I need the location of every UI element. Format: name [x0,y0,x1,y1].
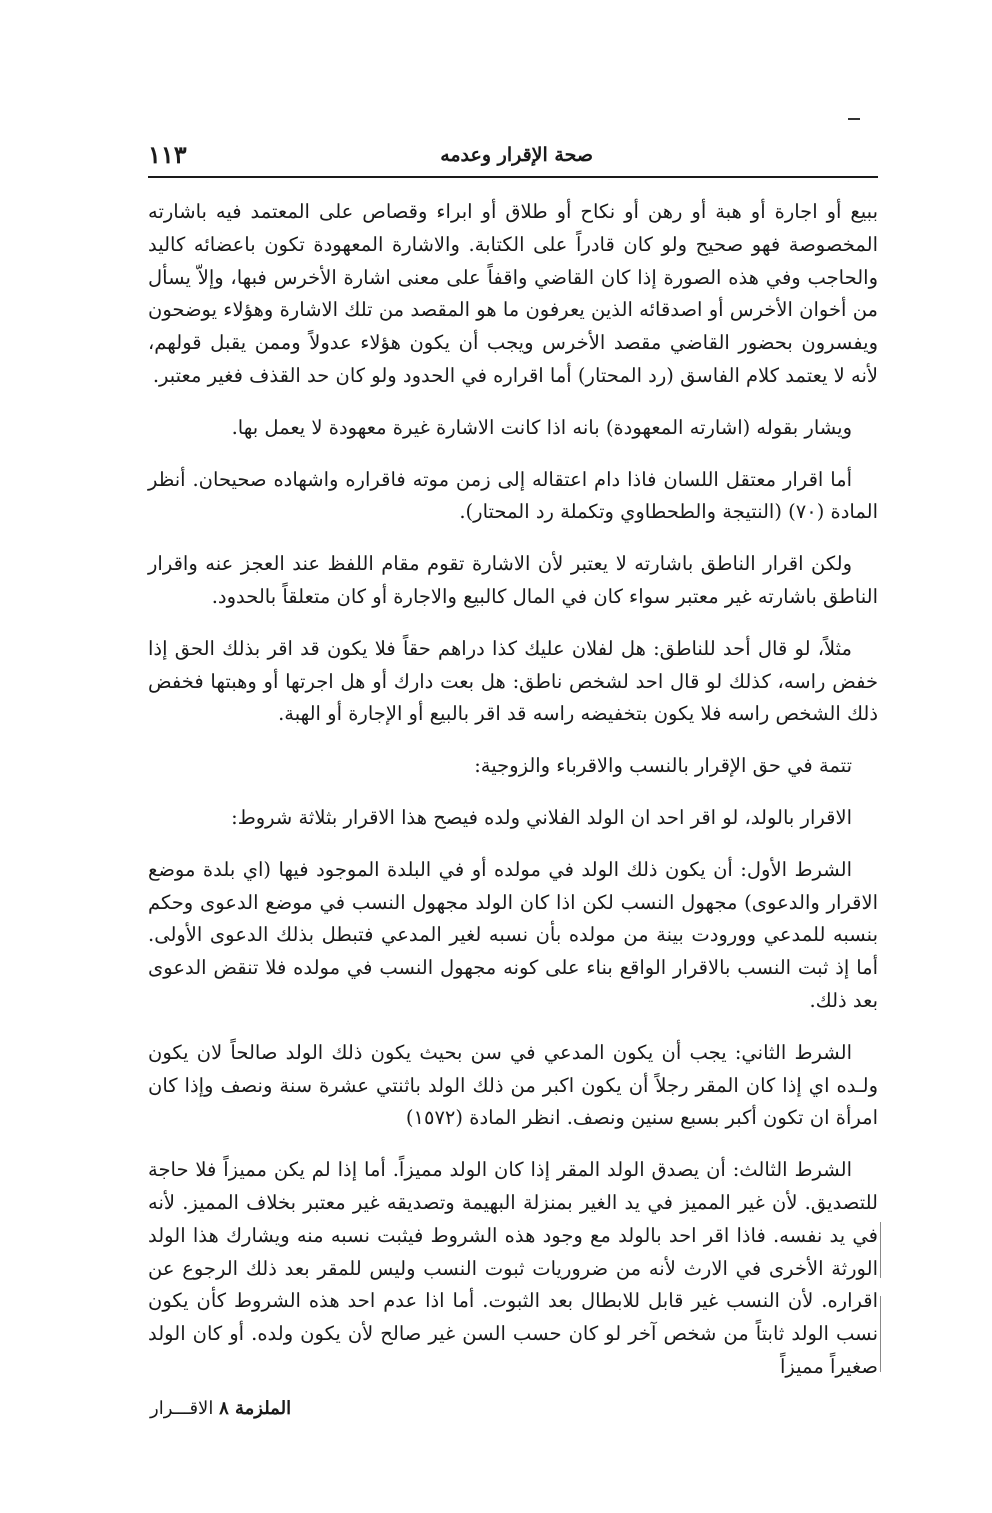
corner-mark [848,118,860,120]
paragraph: ولكن اقرار الناطق باشارته لا يعتبر لأن الاشارة تقوم مقام اللفظ عند العجز عنه واقرار الناطق باشارته غير معتبر سواء كان في المال كالبيع والاجارة أو كان متعلقاً بالحدود. [148,552,878,608]
paragraph: ببيع أو اجارة أو هبة أو رهن أو نكاح أو طلاق أو ابراء وقصاص على المعتمد فيه باشارته المخصوصة فهو صحيح ولو كان قادراً على الكتابة. والاشارة المعهودة تكون باعضائه كاليد والحاجب وفي هذه الصورة إذا كان القاضي واقفاً على معنى اشارة الأخرس فبها، وإلاّ يسأل من أخوان الأخرس أو اصدقائه الذين يعرفون ما هو المقصد من تلك الاشارة وهؤلاء يوضحون ويفسرون بحضور القاضي مقصد الأخرس ويجب أن يكون هؤلاء عدولاً وممن يقبل قولهم، لأنه لا يعتمد كلام الفاسق (رد المحتار) أما اقراره في الحدود ولو كان حد القذف فغير معتبر. [148,200,878,387]
paragraph: أما اقرار معتقل اللسان فاذا دام اعتقاله إلى زمن موته فاقراره واشهاده صحيحان. أنظر المادة (٧٠) (النتيجة والطحطاوي وتكملة رد المحتار). [148,467,878,524]
fascicle-label: الملزمة ٨ [219,1398,292,1419]
paragraph: الشرط الأول: أن يكون ذلك الولد في مولده أو في البلدة الموجود فيها (اي بلدة موضع الاقرار والدعوى) مجهول النسب لكن اذا كان الولد مجهول النسب في موضع الدعوى وحكم بنسبه للمدعي وورودت بينة من مولده بأن نسبه لغير المدعي فتبطل بذلك الدعوى الأولى. أما إذ ثبت النسب بالاقرار الواقع بناء على كونه مجهول النسب في مولده فلا تنقض الدعوى بعد ذلك. [148,857,878,1012]
section-label: الاقـــرار [150,1398,214,1419]
page-body [148,196,878,1384]
paragraph: الشرط الثاني: يجب أن يكون المدعي في سن بحيث يكون ذلك الولد صالحاً لان يكون ولـده اي إذا كان المقر رجلاً أن يكون اكبر من ذلك الولد باثنتي عشرة سنة ونصف وإذا كان امرأة ان تكون أكبر بسبع سنين ونصف. انظر المادة (١٥٧٢) [148,1040,878,1130]
section-heading: تتمة في حق الإقرار بالنسب والاقرباء والزوجية: [474,754,852,778]
paragraph: الشرط الثالث: أن يصدق الولد المقر إذا كان الولد مميزاً. أما إذا لم يكن مميزاً فلا حاجة للتصديق. لأن غير المميز في يد الغير بمنزلة البهيمة وتصديقه غير معتبر بخلاف المميز. لأنه في يد نفسه. فاذا اقر احد بالولد مع وجود هذه الشروط فيثبت نسبه منه ويشارك هذا الولد الورثة الأخرى في الارث لأنه من ضروريات ثبوت النسب وليس للمقر بعد ذلك الرجوع عن اقراره. لأن النسب غير قابل للابطال بعد الثبوت. أما اذا عدم احد هذه الشروط كأن يكون نسب الولد ثابتاً من شخص آخر لو كان حسب السن غير صالح لأن يكون ولده. أو كان الولد صغيراً مميزاً [148,1158,878,1378]
paragraph: الاقرار بالولد، لو اقر احد ان الولد الفلاني ولده فيصح هذا الاقرار بثلاثة شروط: [231,805,852,829]
paragraph: مثلاً، لو قال أحد للناطق: هل لفلان عليك كذا دراهم حقاً فلا يكون قد اقر بذلك الحق إذا خفض راسه، كذلك لو قال احد لشخص ناطق: هل بعت دارك أو هل اجرتها أو وهبتها فخفض ذلك الشخص راسه فلا يكون بتخفيضه راسه قد اقر بالبيع أو الإجارة أو الهبة. [148,636,878,726]
margin-mark [880,1296,881,1372]
paragraph: ويشار بقوله (اشارته المعهودة) بانه اذا كانت الاشارة غيرة معهودة لا يعمل بها. [231,415,852,439]
page-header [148,140,878,178]
margin-mark [880,1222,881,1278]
running-title: صحة الإقرار وعدمه [440,144,593,166]
page-footer [150,1398,291,1419]
page-number: ١١٣ [148,140,187,169]
